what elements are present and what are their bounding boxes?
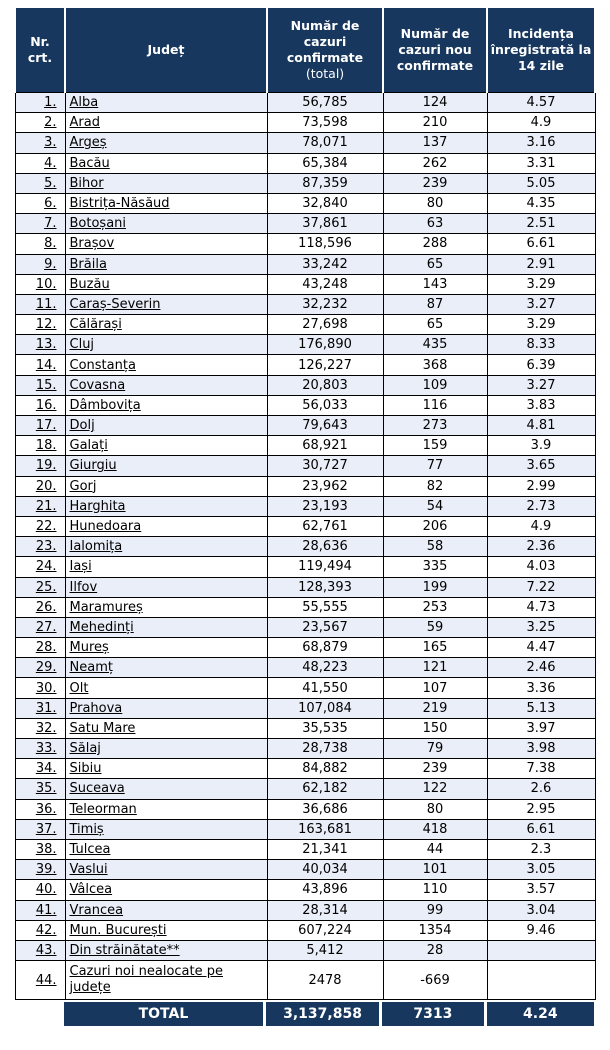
total-cases-cell: 84,882 — [267, 759, 383, 779]
county-name-cell: Mureș — [65, 638, 267, 658]
new-cases-cell: 54 — [383, 496, 487, 516]
county-name-cell: Satu Mare — [65, 718, 267, 738]
incidence-cell: 3.57 — [487, 880, 595, 900]
table-row — [15, 698, 595, 718]
new-cases-cell: 99 — [383, 900, 487, 920]
table-row — [15, 436, 595, 456]
new-cases-cell: 79 — [383, 739, 487, 759]
new-cases-cell: 418 — [383, 819, 487, 839]
row-number-cell: 11. — [15, 294, 65, 314]
new-cases-cell: 87 — [383, 294, 487, 314]
new-cases-cell: 368 — [383, 355, 487, 375]
row-number-cell: 26. — [15, 597, 65, 617]
table-row — [15, 900, 595, 920]
incidence-cell: 2.46 — [487, 658, 595, 678]
row-number-cell: 34. — [15, 759, 65, 779]
total-cases-cell: 55,555 — [267, 597, 383, 617]
incidence-cell: 2.36 — [487, 537, 595, 557]
table-row — [15, 739, 595, 759]
county-name-cell: Neamț — [65, 658, 267, 678]
row-number-cell: 31. — [15, 698, 65, 718]
county-name-cell: Dâmbovița — [65, 395, 267, 415]
row-number-cell: 33. — [15, 739, 65, 759]
county-name-cell: Olt — [65, 678, 267, 698]
new-cases-cell: 150 — [383, 718, 487, 738]
table-row — [15, 839, 595, 859]
table-row — [15, 214, 595, 234]
incidence-cell: 3.04 — [487, 900, 595, 920]
incidence-cell: 3.16 — [487, 133, 595, 153]
county-name-cell: Dolj — [65, 416, 267, 436]
incidence-cell: 3.98 — [487, 739, 595, 759]
table-row — [15, 496, 595, 516]
new-cases-cell: 58 — [383, 537, 487, 557]
total-cases-cell: 65,384 — [267, 153, 383, 173]
table-row — [15, 456, 595, 476]
table-row — [15, 516, 595, 536]
row-number-cell: 6. — [15, 193, 65, 213]
incidence-cell: 4.9 — [487, 113, 595, 133]
table-row — [15, 819, 595, 839]
covid-county-table-container — [14, 8, 594, 1026]
incidence-cell: 4.03 — [487, 557, 595, 577]
row-number-cell: 37. — [15, 819, 65, 839]
row-number-cell: 40. — [15, 880, 65, 900]
county-name-cell: Buzău — [65, 274, 267, 294]
table-row — [15, 638, 595, 658]
new-cases-cell: 288 — [383, 234, 487, 254]
county-name-cell: Timiș — [65, 819, 267, 839]
table-row — [15, 355, 595, 375]
new-cases-cell: 63 — [383, 214, 487, 234]
total-incidence: 4.24 — [487, 1002, 594, 1026]
county-name-cell: Bihor — [65, 173, 267, 193]
county-name-cell: Brașov — [65, 234, 267, 254]
total-cases-cell: 176,890 — [267, 335, 383, 355]
new-cases-cell: 159 — [383, 436, 487, 456]
row-number-cell: 30. — [15, 678, 65, 698]
row-number-cell: 42. — [15, 920, 65, 940]
table-row — [15, 153, 595, 173]
county-name-cell: Bistrița-Năsăud — [65, 193, 267, 213]
incidence-cell: 2.99 — [487, 476, 595, 496]
new-cases-cell: 109 — [383, 375, 487, 395]
incidence-cell: 3.31 — [487, 153, 595, 173]
new-cases-cell: 253 — [383, 597, 487, 617]
county-name-cell: Iași — [65, 557, 267, 577]
new-cases-cell: 143 — [383, 274, 487, 294]
row-number-cell: 28. — [15, 638, 65, 658]
county-name-cell: Teleorman — [65, 799, 267, 819]
row-number-cell: 24. — [15, 557, 65, 577]
total-cases: 3,137,858 — [266, 1002, 382, 1026]
new-cases-cell: 28 — [383, 940, 487, 960]
total-cases-cell: 107,084 — [267, 698, 383, 718]
table-row — [15, 113, 595, 133]
incidence-cell: 2.3 — [487, 839, 595, 859]
row-number-cell: 20. — [15, 476, 65, 496]
new-cases-cell: 80 — [383, 799, 487, 819]
incidence-cell: 6.39 — [487, 355, 595, 375]
new-cases-cell: 121 — [383, 658, 487, 678]
row-number-cell: 38. — [15, 839, 65, 859]
new-cases-cell: 107 — [383, 678, 487, 698]
row-number-cell: 10. — [15, 274, 65, 294]
incidence-cell: 2.73 — [487, 496, 595, 516]
county-name-cell: Brăila — [65, 254, 267, 274]
new-cases-cell: 44 — [383, 839, 487, 859]
incidence-cell: 5.13 — [487, 698, 595, 718]
new-cases-cell: 101 — [383, 860, 487, 880]
new-cases-cell: 210 — [383, 113, 487, 133]
total-cases-cell: 128,393 — [267, 577, 383, 597]
total-cases-cell: 48,223 — [267, 658, 383, 678]
incidence-cell: 3.29 — [487, 274, 595, 294]
new-cases-cell: 239 — [383, 759, 487, 779]
total-cases-cell: 119,494 — [267, 557, 383, 577]
total-cases-cell: 68,921 — [267, 436, 383, 456]
row-number-cell: 29. — [15, 658, 65, 678]
incidence-cell: 4.35 — [487, 193, 595, 213]
total-cases-cell: 23,567 — [267, 617, 383, 637]
total-cases-cell: 33,242 — [267, 254, 383, 274]
incidence-cell: 4.9 — [487, 516, 595, 536]
incidence-cell: 4.47 — [487, 638, 595, 658]
row-number-cell: 23. — [15, 537, 65, 557]
total-cases-cell: 5,412 — [267, 940, 383, 960]
county-name-cell: Vâlcea — [65, 880, 267, 900]
county-name-cell: Galați — [65, 436, 267, 456]
county-name-cell: Tulcea — [65, 839, 267, 859]
county-name-cell: Harghita — [65, 496, 267, 516]
total-cases-cell: 126,227 — [267, 355, 383, 375]
total-cases-cell: 28,738 — [267, 739, 383, 759]
table-row — [15, 961, 595, 1000]
county-name-cell: Gorj — [65, 476, 267, 496]
header-incidence: Incidența înregistrată la 14 zile — [487, 8, 595, 93]
table-row — [15, 557, 595, 577]
table-row — [15, 234, 595, 254]
total-cases-cell: 163,681 — [267, 819, 383, 839]
county-name-cell: Cluj — [65, 335, 267, 355]
row-number-cell: 18. — [15, 436, 65, 456]
county-name-cell: Mehedinți — [65, 617, 267, 637]
new-cases-cell: 65 — [383, 254, 487, 274]
total-cases-cell: 27,698 — [267, 315, 383, 335]
incidence-cell: 2.95 — [487, 799, 595, 819]
total-new-cases: 7313 — [382, 1002, 486, 1026]
incidence-cell: 3.36 — [487, 678, 595, 698]
incidence-cell: 4.81 — [487, 416, 595, 436]
incidence-cell: 2.6 — [487, 779, 595, 799]
new-cases-cell: 219 — [383, 698, 487, 718]
county-name-cell: Argeș — [65, 133, 267, 153]
table-row — [15, 658, 595, 678]
incidence-cell — [487, 940, 595, 960]
total-cases-cell: 68,879 — [267, 638, 383, 658]
table-header — [15, 8, 595, 93]
table-row — [15, 577, 595, 597]
table-row — [15, 416, 595, 436]
table-row — [15, 476, 595, 496]
new-cases-cell: 80 — [383, 193, 487, 213]
incidence-cell: 3.9 — [487, 436, 595, 456]
row-number-cell: 15. — [15, 375, 65, 395]
header-total-cases-main: Număr de cazuri confirmate — [286, 18, 364, 65]
row-number-cell: 17. — [15, 416, 65, 436]
county-name-cell: Vaslui — [65, 860, 267, 880]
new-cases-cell: 137 — [383, 133, 487, 153]
total-cases-cell: 2478 — [267, 961, 383, 1000]
incidence-cell: 3.65 — [487, 456, 595, 476]
incidence-cell: 6.61 — [487, 234, 595, 254]
total-cases-cell: 21,341 — [267, 839, 383, 859]
new-cases-cell: 199 — [383, 577, 487, 597]
table-row — [15, 335, 595, 355]
county-name-cell: Ilfov — [65, 577, 267, 597]
table-row — [15, 799, 595, 819]
table-row — [15, 759, 595, 779]
incidence-cell — [487, 961, 595, 1000]
header-total-cases-sub: (total) — [305, 66, 345, 81]
county-name-cell: Vrancea — [65, 900, 267, 920]
county-name-cell: Hunedoara — [65, 516, 267, 536]
total-row — [64, 1002, 594, 1026]
new-cases-cell: 110 — [383, 880, 487, 900]
total-cases-cell: 62,761 — [267, 516, 383, 536]
row-number-cell: 16. — [15, 395, 65, 415]
new-cases-cell: 239 — [383, 173, 487, 193]
header-new-cases: Număr de cazuri nou confirmate — [383, 8, 487, 93]
row-number-cell: 5. — [15, 173, 65, 193]
county-name-cell: Bacău — [65, 153, 267, 173]
row-number-cell: 1. — [15, 93, 65, 113]
incidence-cell: 4.57 — [487, 93, 595, 113]
row-number-cell: 39. — [15, 860, 65, 880]
county-name-cell: Suceava — [65, 779, 267, 799]
new-cases-cell: 435 — [383, 335, 487, 355]
incidence-cell: 3.25 — [487, 617, 595, 637]
new-cases-cell: 116 — [383, 395, 487, 415]
incidence-cell: 7.22 — [487, 577, 595, 597]
row-number-cell: 32. — [15, 718, 65, 738]
county-name-cell: Caraș-Severin — [65, 294, 267, 314]
total-label: TOTAL — [64, 1002, 266, 1026]
incidence-cell: 3.27 — [487, 294, 595, 314]
row-number-cell: 35. — [15, 779, 65, 799]
total-cases-cell: 607,224 — [267, 920, 383, 940]
incidence-cell: 6.61 — [487, 819, 595, 839]
row-number-cell: 44. — [15, 961, 65, 1000]
table-row — [15, 597, 595, 617]
total-cases-cell: 40,034 — [267, 860, 383, 880]
new-cases-cell: 165 — [383, 638, 487, 658]
total-cases-cell: 56,785 — [267, 93, 383, 113]
row-number-cell: 22. — [15, 516, 65, 536]
incidence-cell: 3.83 — [487, 395, 595, 415]
total-cases-cell: 23,962 — [267, 476, 383, 496]
county-name-cell: Botoșani — [65, 214, 267, 234]
total-cases-cell: 87,359 — [267, 173, 383, 193]
total-cases-cell: 28,636 — [267, 537, 383, 557]
county-name-cell: Giurgiu — [65, 456, 267, 476]
table-row — [15, 395, 595, 415]
county-name-cell: Prahova — [65, 698, 267, 718]
row-number-cell: 21. — [15, 496, 65, 516]
table-body — [15, 93, 595, 1000]
table-row — [15, 678, 595, 698]
row-number-cell: 19. — [15, 456, 65, 476]
total-cases-cell: 20,803 — [267, 375, 383, 395]
row-number-cell: 36. — [15, 799, 65, 819]
row-number-cell: 25. — [15, 577, 65, 597]
total-cases-cell: 35,535 — [267, 718, 383, 738]
new-cases-cell: 59 — [383, 617, 487, 637]
table-row — [15, 940, 595, 960]
header-nr: Nr. crt. — [15, 8, 65, 93]
table-row — [15, 880, 595, 900]
county-name-cell: Mun. București — [65, 920, 267, 940]
new-cases-cell: 124 — [383, 93, 487, 113]
row-number-cell: 12. — [15, 315, 65, 335]
table-row — [15, 779, 595, 799]
total-cases-cell: 41,550 — [267, 678, 383, 698]
row-number-cell: 27. — [15, 617, 65, 637]
incidence-cell: 3.97 — [487, 718, 595, 738]
total-cases-cell: 78,071 — [267, 133, 383, 153]
covid-county-table — [14, 8, 596, 1000]
incidence-cell: 8.33 — [487, 335, 595, 355]
county-name-cell: Maramureș — [65, 597, 267, 617]
county-name-cell: Constanța — [65, 355, 267, 375]
total-cases-cell: 43,248 — [267, 274, 383, 294]
total-cases-cell: 32,840 — [267, 193, 383, 213]
county-name-cell: Ialomița — [65, 537, 267, 557]
row-number-cell: 4. — [15, 153, 65, 173]
new-cases-cell: 206 — [383, 516, 487, 536]
county-name-cell: Călărași — [65, 315, 267, 335]
incidence-cell: 7.38 — [487, 759, 595, 779]
row-number-cell: 41. — [15, 900, 65, 920]
header-judet: Județ — [65, 8, 267, 93]
new-cases-cell: 82 — [383, 476, 487, 496]
total-cases-cell: 30,727 — [267, 456, 383, 476]
total-cases-cell: 73,598 — [267, 113, 383, 133]
table-row — [15, 617, 595, 637]
new-cases-cell: -669 — [383, 961, 487, 1000]
total-cases-cell: 56,033 — [267, 395, 383, 415]
table-row — [15, 860, 595, 880]
new-cases-cell: 262 — [383, 153, 487, 173]
table-row — [15, 315, 595, 335]
total-cases-cell: 23,193 — [267, 496, 383, 516]
row-number-cell: 3. — [15, 133, 65, 153]
table-row — [15, 193, 595, 213]
new-cases-cell: 335 — [383, 557, 487, 577]
county-name-cell: Arad — [65, 113, 267, 133]
table-row — [15, 93, 595, 113]
county-name-cell: Cazuri noi nealocate pe județe — [65, 961, 267, 1000]
total-cases-cell: 79,643 — [267, 416, 383, 436]
table-row — [15, 133, 595, 153]
row-number-cell: 8. — [15, 234, 65, 254]
row-number-cell: 7. — [15, 214, 65, 234]
row-number-cell: 9. — [15, 254, 65, 274]
incidence-cell: 4.73 — [487, 597, 595, 617]
incidence-cell: 3.05 — [487, 860, 595, 880]
total-cases-cell: 43,896 — [267, 880, 383, 900]
table-row — [15, 173, 595, 193]
incidence-cell: 2.51 — [487, 214, 595, 234]
new-cases-cell: 122 — [383, 779, 487, 799]
row-number-cell: 43. — [15, 940, 65, 960]
total-cases-cell: 118,596 — [267, 234, 383, 254]
incidence-cell: 3.29 — [487, 315, 595, 335]
new-cases-cell: 77 — [383, 456, 487, 476]
county-name-cell: Sibiu — [65, 759, 267, 779]
county-name-cell: Din străinătate** — [65, 940, 267, 960]
total-cases-cell: 32,232 — [267, 294, 383, 314]
table-row — [15, 254, 595, 274]
table-row — [15, 920, 595, 940]
table-row — [15, 375, 595, 395]
row-number-cell: 13. — [15, 335, 65, 355]
table-row — [15, 274, 595, 294]
county-name-cell: Sălaj — [65, 739, 267, 759]
row-number-cell: 14. — [15, 355, 65, 375]
table-row — [15, 718, 595, 738]
total-cases-cell: 28,314 — [267, 900, 383, 920]
county-name-cell: Alba — [65, 93, 267, 113]
county-name-cell: Covasna — [65, 375, 267, 395]
header-total-cases — [267, 8, 383, 93]
new-cases-cell: 273 — [383, 416, 487, 436]
table-row — [15, 294, 595, 314]
total-cases-cell: 62,182 — [267, 779, 383, 799]
total-cases-cell: 37,861 — [267, 214, 383, 234]
table-row — [15, 537, 595, 557]
incidence-cell: 9.46 — [487, 920, 595, 940]
new-cases-cell: 65 — [383, 315, 487, 335]
incidence-cell: 3.27 — [487, 375, 595, 395]
new-cases-cell: 1354 — [383, 920, 487, 940]
incidence-cell: 5.05 — [487, 173, 595, 193]
row-number-cell: 2. — [15, 113, 65, 133]
incidence-cell: 2.91 — [487, 254, 595, 274]
total-cases-cell: 36,686 — [267, 799, 383, 819]
